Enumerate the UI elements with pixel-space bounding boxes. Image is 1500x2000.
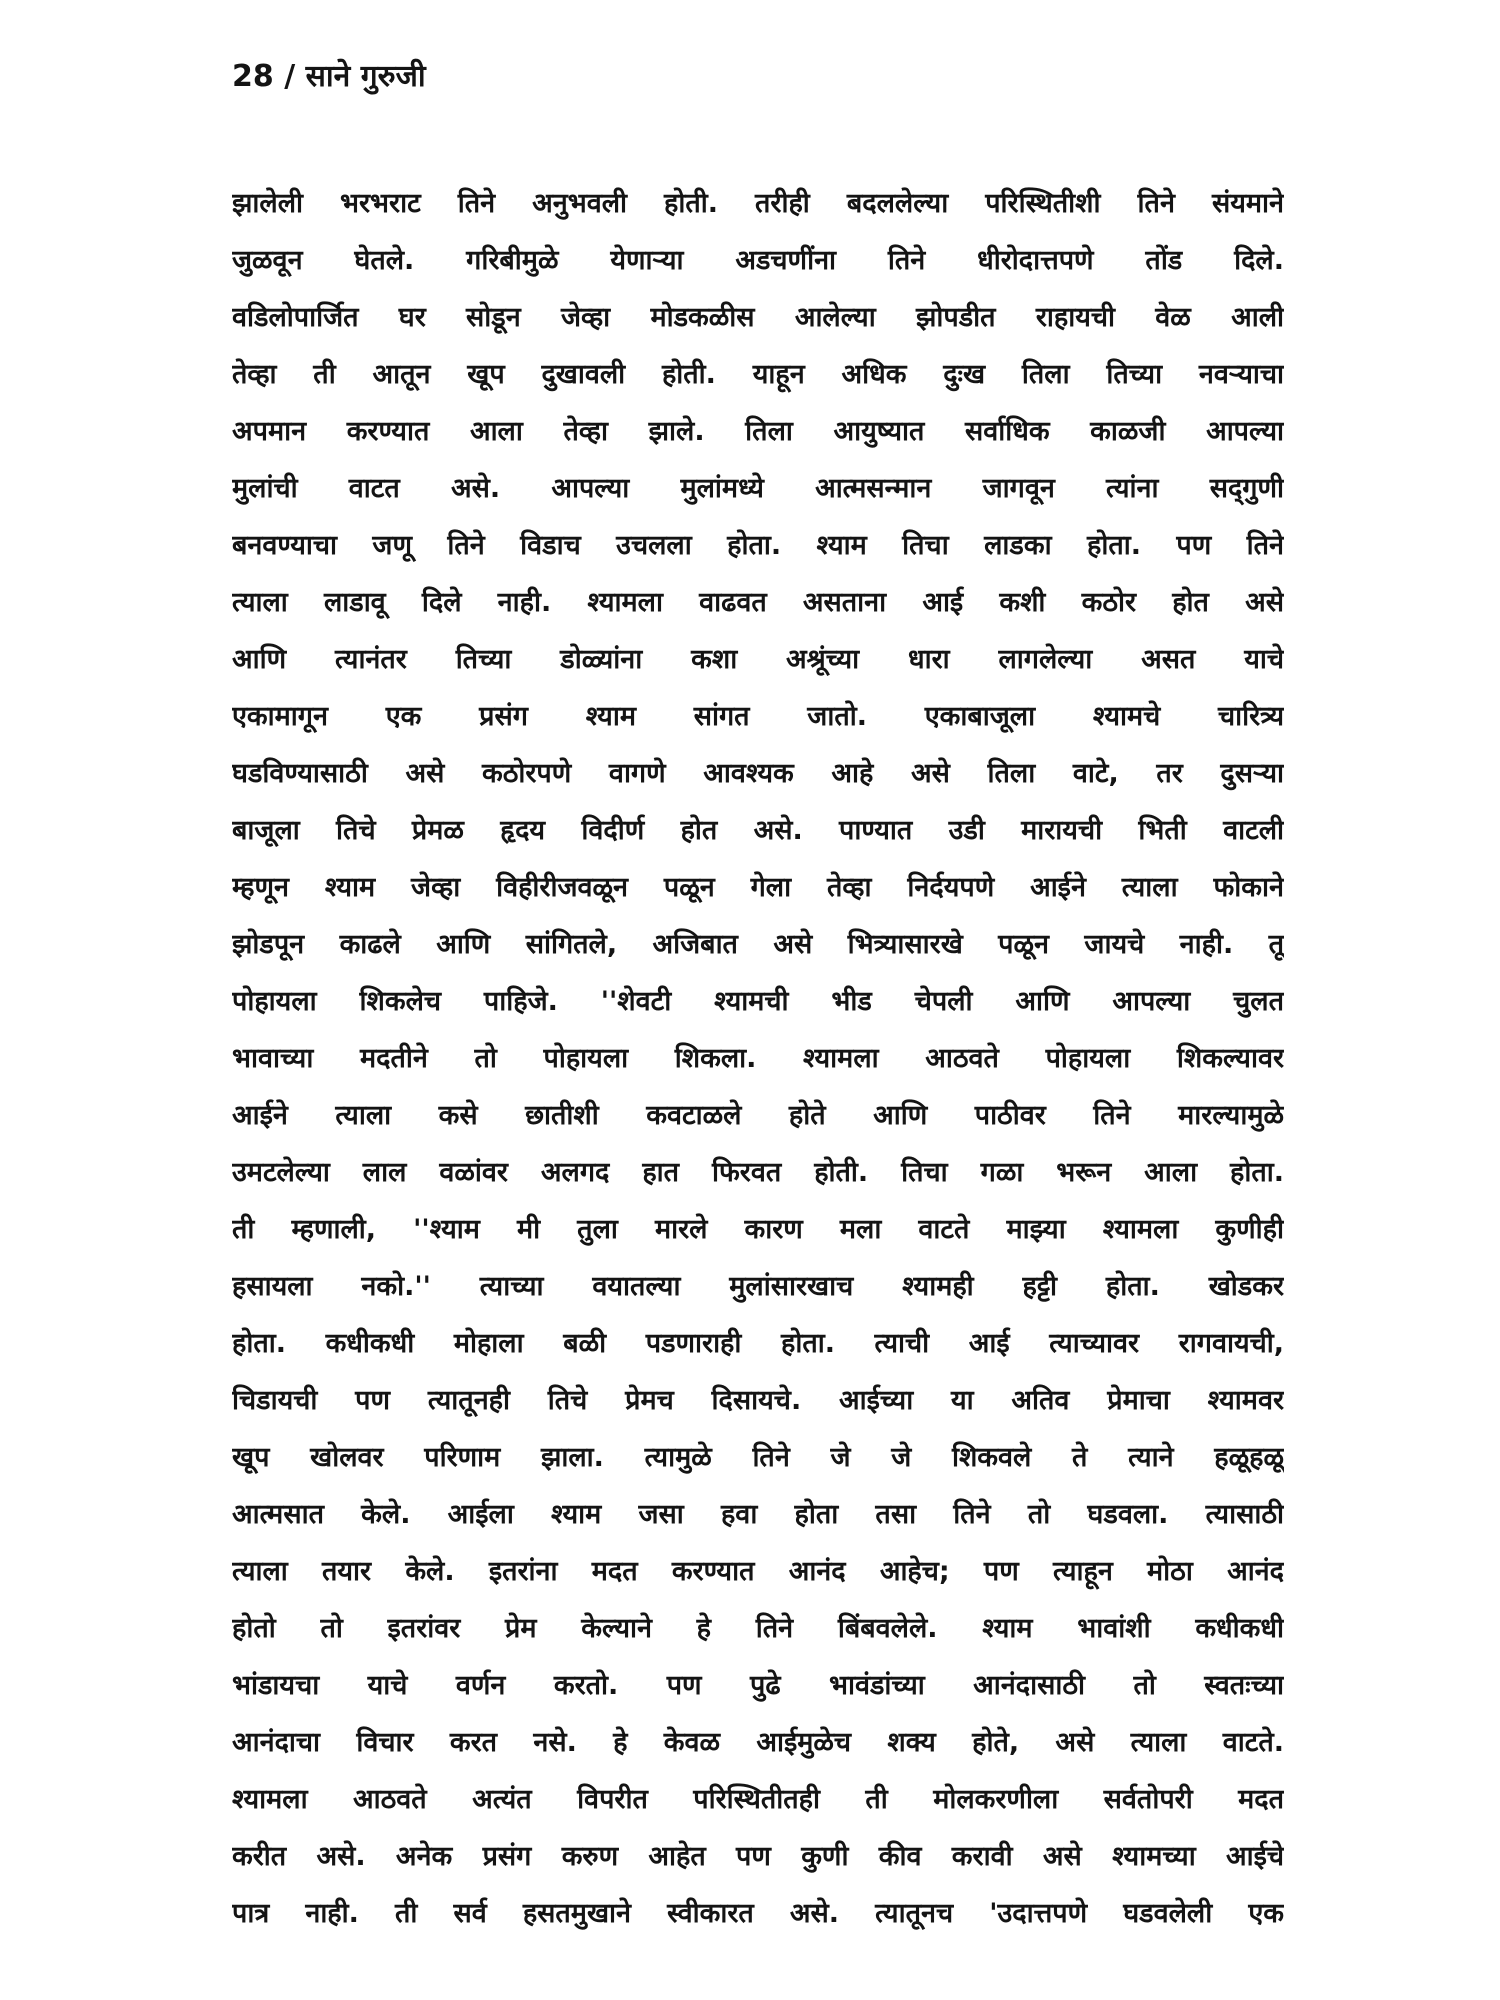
text-line: भावाच्या मदतीने तो पोहायला शिकला. श्यामला आठवते पोहायला शिकल्यावर [232,1043,1284,1074]
text-line: वडिलोपार्जित घर सोडून जेव्हा मोडकळीस आलेल्या झोपडीत राहायची वेळ आली [232,302,1284,333]
running-head [232,52,426,102]
page-number: 28 [232,59,274,94]
text-line: म्हणून श्याम जेव्हा विहीरीजवळून पळून गेला तेव्हा निर्दयपणे आईने त्याला फोकाने [232,872,1284,903]
text-line: करीत असे. अनेक प्रसंग करुण आहेत पण कुणी कीव करावी असे श्यामच्या आईचे [232,1841,1284,1872]
text-line: बनवण्याचा जणू तिने विडाच उचलला होता. श्याम तिचा लाडका होता. पण तिने [232,530,1284,561]
text-line: श्यामला आठवते अत्यंत विपरीत परिस्थितीतही ती मोलकरणीला सर्वतोपरी मदत [232,1784,1284,1815]
text-line: त्याला तयार केले. इतरांना मदत करण्यात आनंद आहेच; पण त्याहून मोठा आनंद [232,1556,1284,1587]
text-line: घडविण्यासाठी असे कठोरपणे वागणे आवश्यक आहे असे तिला वाटे, तर दुसऱ्या [232,758,1284,789]
text-line: चिडायची पण त्यातूनही तिचे प्रेमच दिसायचे. आईच्या या अतिव प्रेमाचा श्यामवर [232,1385,1284,1416]
text-line: आणि त्यानंतर तिच्या डोळ्यांना कशा अश्रूंच्या धारा लागलेल्या असत याचे [232,644,1284,675]
text-line: जुळवून घेतले. गरिबीमुळे येणाऱ्या अडचणींना तिने धीरोदात्तपणे तोंड दिले. [232,245,1284,276]
text-line: होता. कधीकधी मोहाला बळी पडणाराही होता. त्याची आई त्याच्यावर रागवायची, [232,1328,1284,1359]
running-head-title: साने गुरुजी [305,59,426,94]
text-line: आनंदाचा विचार करत नसे. हे केवळ आईमुळेच शक्य होते, असे त्याला वाटते. [232,1727,1284,1758]
text-line: आत्मसात केले. आईला श्याम जसा हवा होता तसा तिने तो घडवला. त्यासाठी [232,1499,1284,1530]
text-line: भांडायचा याचे वर्णन करतो. पण पुढे भावंडांच्या आनंदासाठी तो स्वतःच्या [232,1670,1284,1701]
text-line: तेव्हा ती आतून खूप दुखावली होती. याहून अधिक दुःख तिला तिच्या नवऱ्याचा [232,359,1284,390]
text-line: ती म्हणाली, ''श्याम मी तुला मारले कारण मला वाटते माझ्या श्यामला कुणीही [232,1214,1284,1245]
text-line: आईने त्याला कसे छातीशी कवटाळले होते आणि पाठीवर तिने मारल्यामुळे [232,1100,1284,1131]
text-line: पोहायला शिकलेच पाहिजे. ''शेवटी श्यामची भीड चेपली आणि आपल्या चुलत [232,986,1284,1017]
body-text [232,175,1284,1942]
text-line: खूप खोलवर परिणाम झाला. त्यामुळे तिने जे जे शिकवले ते त्याने हळूहळू [232,1442,1284,1473]
text-line: हसायला नको.'' त्याच्या वयातल्या मुलांसारखाच श्यामही हट्टी होता. खोडकर [232,1271,1284,1302]
text-line: उमटलेल्या लाल वळांवर अलगद हात फिरवत होती. तिचा गळा भरून आला होता. [232,1157,1284,1188]
text-line: होतो तो इतरांवर प्रेम केल्याने हे तिने बिंबवलेले. श्याम भावांशी कधीकधी [232,1613,1284,1644]
text-line: पात्र नाही. ती सर्व हसतमुखाने स्वीकारत असे. त्यातूनच 'उदात्तपणे घडवलेली एक [232,1898,1284,1929]
text-line: अपमान करण्यात आला तेव्हा झाले. तिला आयुष्यात सर्वाधिक काळजी आपल्या [232,416,1284,447]
text-line: झालेली भरभराट तिने अनुभवली होती. तरीही बदललेल्या परिस्थितीशी तिने संयमाने [232,188,1284,219]
text-line: मुलांची वाटत असे. आपल्या मुलांमध्ये आत्मसन्मान जागवून त्यांना सद्‌गुणी [232,473,1284,504]
running-head-separator: / [284,59,296,94]
text-line: झोडपून काढले आणि सांगितले, अजिबात असे भित्र्यासारखे पळून जायचे नाही. तू [232,929,1284,960]
text-line: बाजूला तिचे प्रेमळ हृदय विदीर्ण होत असे. पाण्यात उडी मारायची भिती वाटली [232,815,1284,846]
text-line: त्याला लाडावू दिले नाही. श्यामला वाढवत असताना आई कशी कठोर होत असे [232,587,1284,618]
text-line: एकामागून एक प्रसंग श्याम सांगत जातो. एकाबाजूला श्यामचे चारित्र्य [232,701,1284,732]
